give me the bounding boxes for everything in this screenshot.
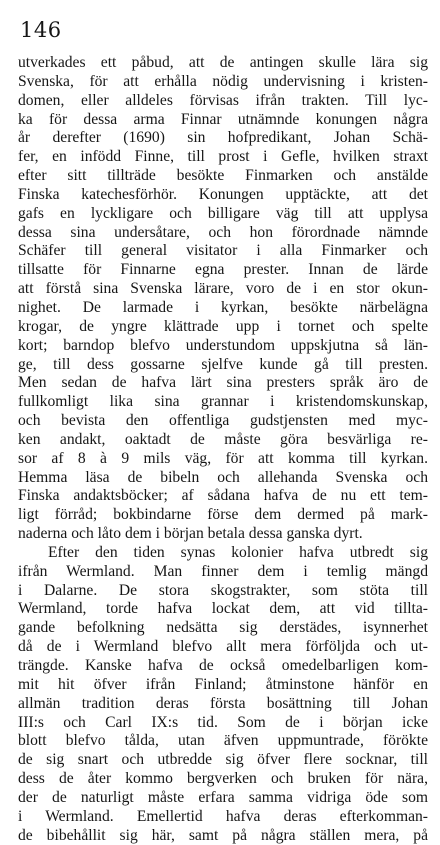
text-line: der de naturligt måste erfara samma vidriga öde som xyxy=(18,788,428,806)
paragraph-start-line: Efter den tiden synas kolonier hafva utbredt sig xyxy=(48,543,428,561)
text-line: sor af 8 à 9 mils väg, för att komma till kyrkan. xyxy=(18,449,428,467)
text-line: allmän tradition deras första bosättning till Johan xyxy=(18,694,428,712)
text-line: III:s och Carl IX:s tid. Som de i början icke xyxy=(18,713,428,731)
paragraph-end-line: naderna och låto dem i början betala dessa ganska dyrt. xyxy=(18,525,363,543)
page-number: 146 xyxy=(20,18,62,42)
text-line: ligt förråd; bokbindarne förse dem dermed på mark- xyxy=(18,506,428,524)
text-line: tillsatte för Finnarne egna prester. Innan de lärde xyxy=(18,261,428,279)
text-line: de sig snart och utbredde sig öfver flere socknar, till xyxy=(18,751,428,769)
text-line: kort; barndop blefvo understundom uppskjutna så län- xyxy=(18,336,428,354)
text-line: utverkades ett påbud, att de antingen skulle lära sig xyxy=(18,54,428,71)
text-line: ka för dessa arma Finnar utnämnde konungen några xyxy=(18,110,428,128)
text-line: och bevista den offentliga gudstjensten med myc- xyxy=(18,412,428,430)
text-line: efter sitt tillträde besökte Finmarken och anstälde xyxy=(18,167,428,185)
text-line: de bibehållit sig här, samt på några ställen mera, på xyxy=(18,826,428,844)
text-line: ken andakt, oaktadt de måste göra besvärliga re- xyxy=(18,430,428,448)
text-line: blott blefvo tålda, utan äfven uppmuntrade, förökte xyxy=(18,732,428,750)
text-line: ge, till dess gossarne sjelfve kunde gå till presten. xyxy=(18,355,428,373)
text-line: dess de åter kommo bergverken och bruken för nära, xyxy=(18,770,428,788)
text-line: dessa sina undersåtare, och hon förordnade nämnde xyxy=(18,223,428,241)
text-line: nighet. De larmade i kyrkan, besökte närbelägna xyxy=(18,298,428,316)
text-line: krogar, de yngre klättrade upp i tornet och spelte xyxy=(18,317,428,335)
text-line: domen, eller alldeles förvisas ifrån trakten. Till lyc- xyxy=(18,91,428,109)
text-line: ifrån Wermland. Man finner dem i temlig mängd xyxy=(18,562,428,580)
text-line: att förstå sina Svenska lärare, voro de i en stor okun- xyxy=(18,280,428,298)
text-line: då de i Wermland blefvo allt mera förföljda och ut- xyxy=(18,638,428,656)
text-line: gafs en lyckligare och billigare väg till att upplysa xyxy=(18,204,428,222)
text-line: i Wermland. Emellertid hafva deras efterkomman- xyxy=(18,807,428,825)
text-line: år derefter (1690) sin hofpredikant, Johan Schä- xyxy=(18,129,428,147)
text-line: Schäfer till general visitator i alla Finmarker och xyxy=(18,242,428,260)
text-line: Finska andaktsböcker; af sådana hafva de nu ett tem- xyxy=(18,487,428,505)
text-line: trängde. Kanske hafva de också omedelbarligen kom- xyxy=(18,657,428,674)
text-line: mit hit öfver ifrån Finland; åtminstone hänför en xyxy=(18,675,428,693)
text-line: Svenska, för att erhålla nödig undervisning i kristen- xyxy=(18,72,428,90)
text-line: Wermland, torde hafva lockat dem, att vid tillta- xyxy=(18,600,428,618)
text-line: fer, en infödd Finne, till prost i Gefle, hvilken straxt xyxy=(18,148,428,166)
text-line: fullkomligt lika sina grannar i kristendomskunskap, xyxy=(18,393,428,411)
text-line: Finska katechesförhör. Konungen upptäckte, att det xyxy=(18,185,428,203)
body-text xyxy=(18,54,428,845)
text-line: Men sedan de hafva lärt sina presters språk äro de xyxy=(18,374,428,392)
text-line: gande befolkning nedsätta sig derstädes, isynnerhet xyxy=(18,619,428,637)
text-line: Hemma läsa de bibeln och allehanda Svenska och xyxy=(18,468,428,486)
text-line: i Dalarne. De stora skogstrakter, som stöta till xyxy=(18,581,428,599)
